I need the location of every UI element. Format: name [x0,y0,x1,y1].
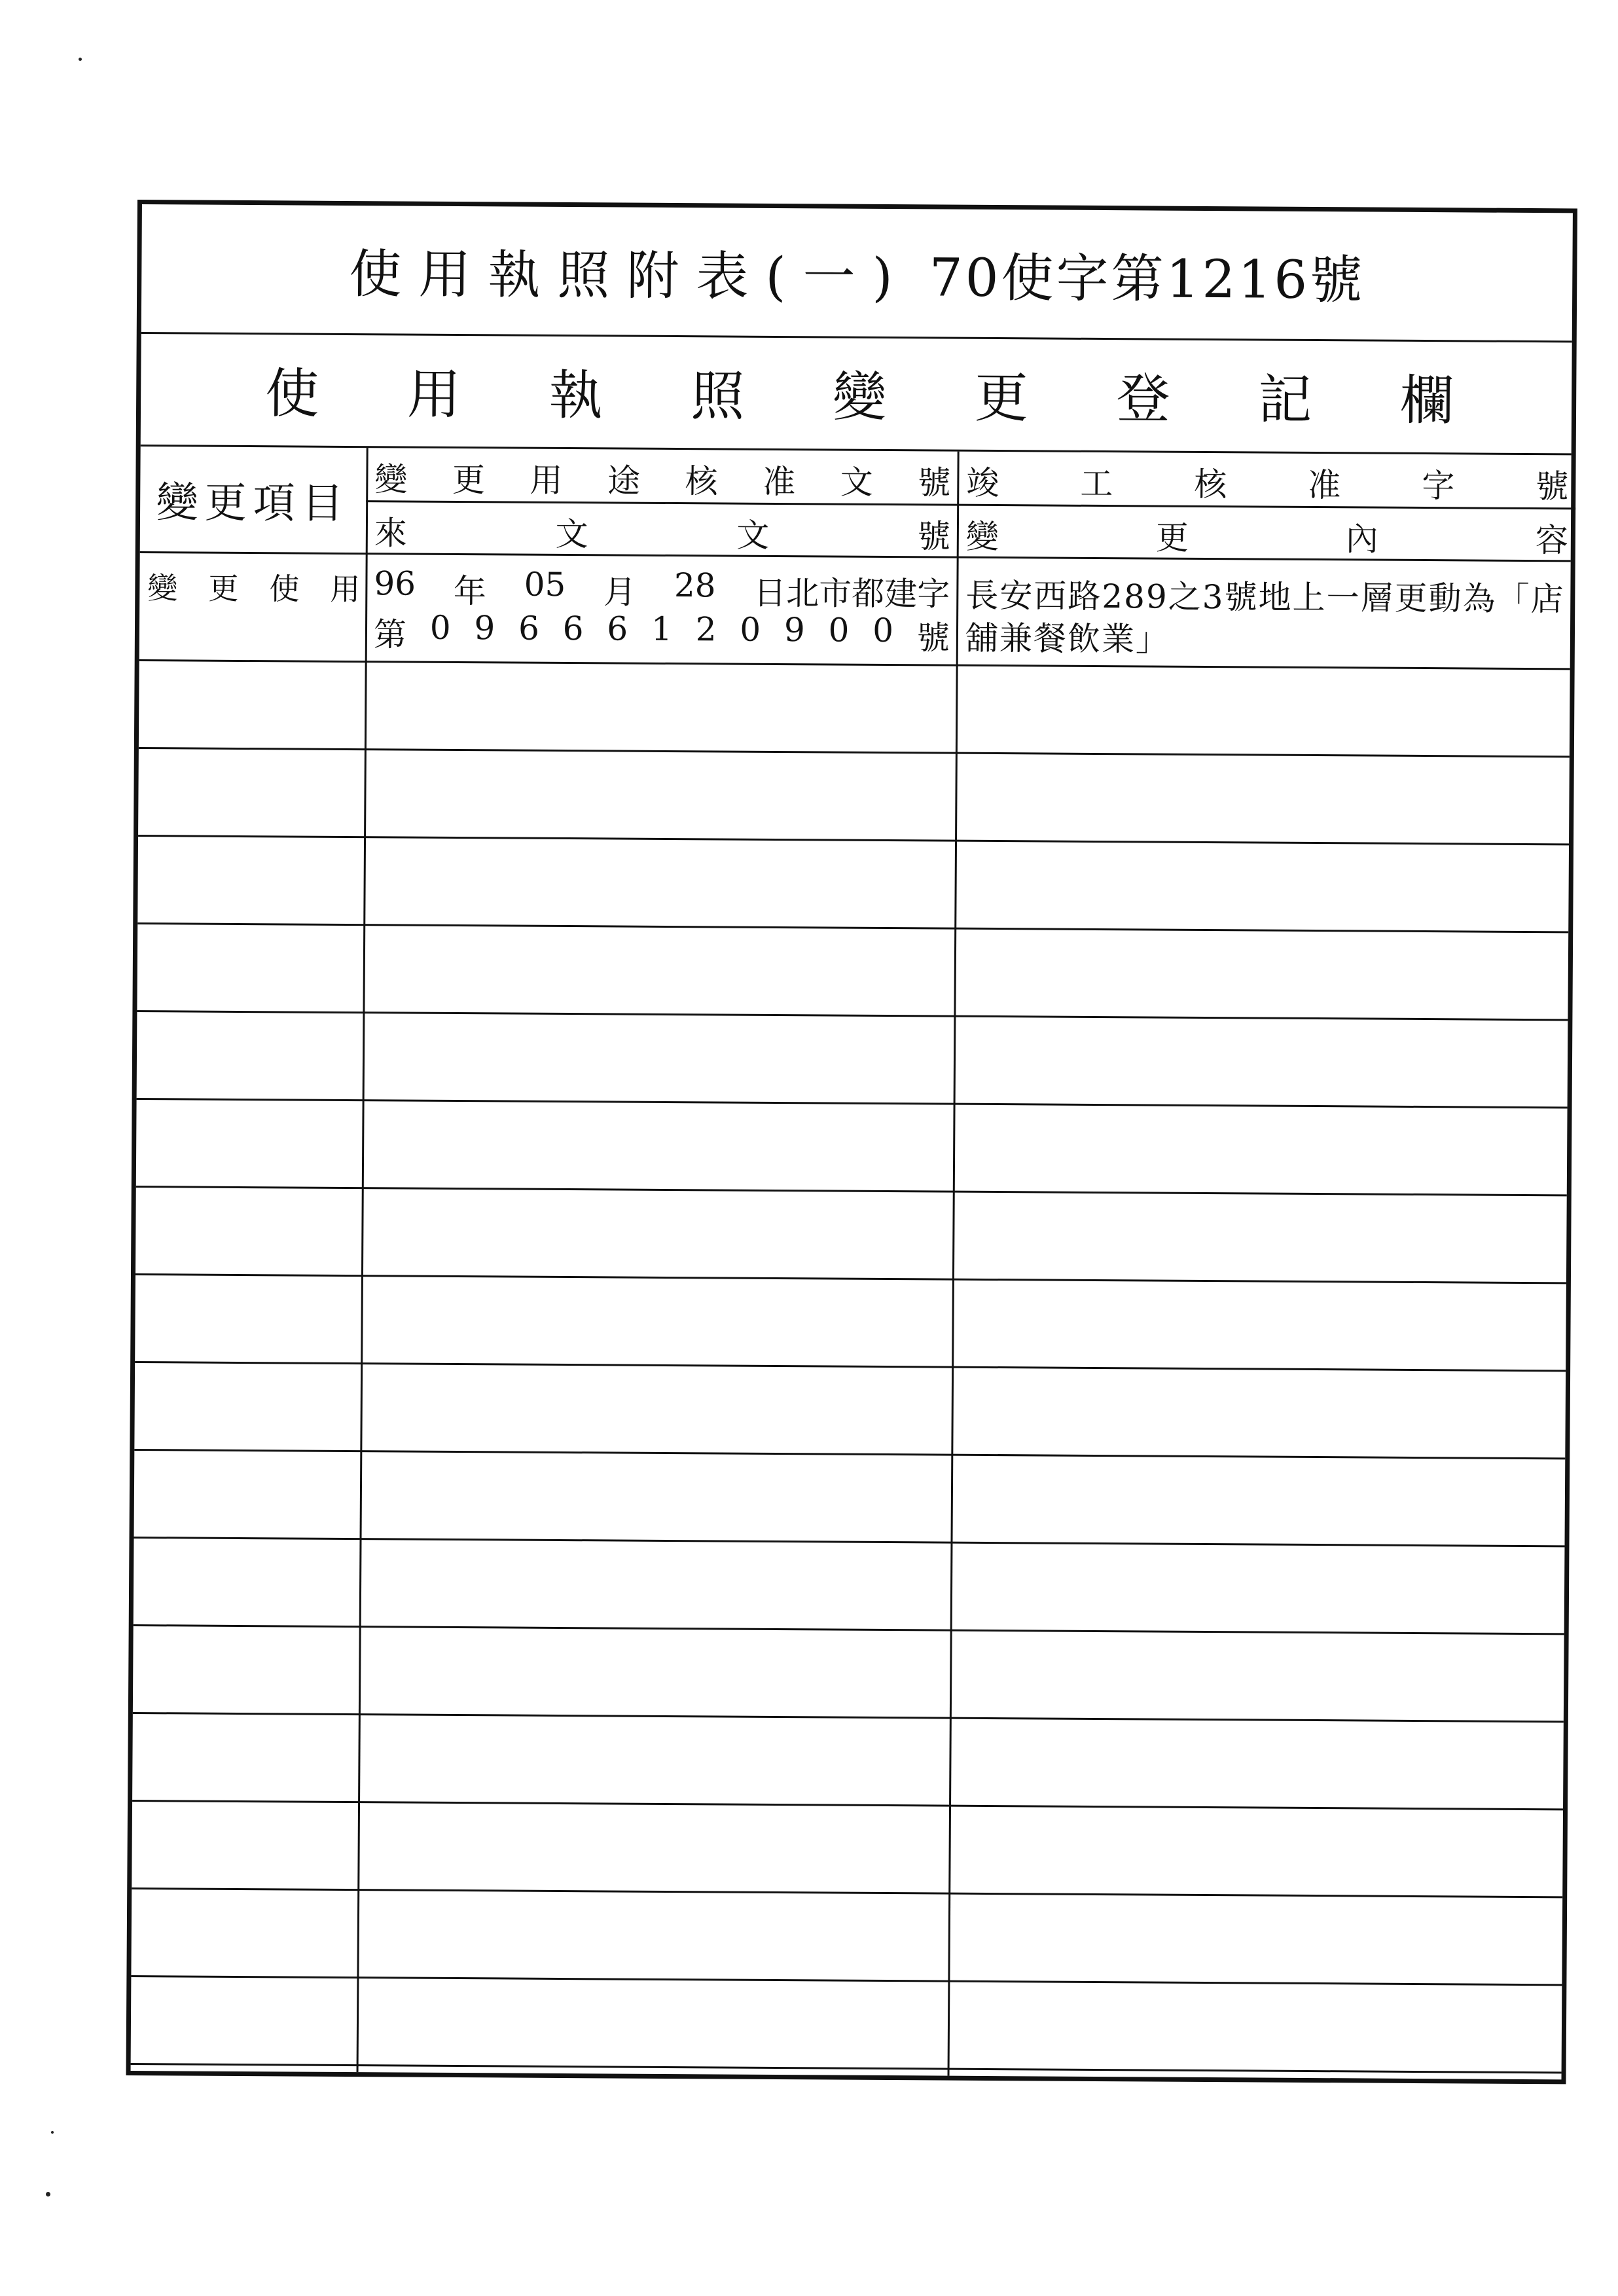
heading-char: 使 [264,362,319,426]
heading-char: 用 [406,363,461,426]
doc-number-line2: 第 0 9 6 6 6 1 2 0 9 0 0 號 [373,608,950,657]
completion-header: 竣 工 核 准 字 號 [966,464,1569,506]
row-divider [134,1624,1564,1635]
scan-speck [51,2131,54,2134]
row-divider [131,1975,1562,1986]
heading-char: 登 [1116,367,1170,431]
doc-number-line1: 96 年 05 月 28 日北市都建字 [374,564,950,613]
heading-char: 欄 [1399,369,1454,432]
form-frame [126,200,1577,2084]
heading-char: 記 [1258,368,1312,431]
change-item-cell: 變 更 使 用 [147,570,361,608]
row-divider [135,1361,1566,1372]
heading-char: 更 [974,367,1029,429]
section-heading [141,332,1572,455]
row-divider [136,1186,1567,1196]
heading-char: 照 [691,365,745,428]
row-divider [137,922,1568,933]
registration-grid [131,446,1572,2079]
form-title: 使用執照附表(一) [349,243,910,308]
row-divider [134,1537,1565,1547]
row-divider [138,835,1569,845]
item-column-header: 變更項目 [156,479,350,528]
row-divider [137,1010,1568,1021]
row-divider [139,659,1570,670]
heading-char: 執 [548,364,603,427]
row-divider [131,2063,1562,2073]
change-content-header: 變 更 內 容 [965,517,1569,560]
row-divider [137,1098,1568,1108]
scan-speck [79,58,82,61]
row-divider [133,1712,1564,1722]
row-divider [135,1273,1566,1284]
scan-speck [46,2192,50,2196]
row-divider [134,1449,1565,1459]
change-content-line1: 長安西路289之3號地上一層更動為「店 [965,576,1565,619]
title-row [141,204,1573,342]
row-divider [132,1800,1563,1810]
row-divider [132,1887,1562,1898]
column-divider [357,448,369,2072]
change-content-line2: 舖兼餐飲業」 [965,619,1170,659]
approval-doc-header: 變 更 用 途 核 准 文 號 [374,460,951,502]
heading-char: 變 [832,365,887,429]
license-number: 70使字第1216號 [929,247,1365,311]
row-divider [139,747,1570,757]
column-divider [948,452,960,2076]
incoming-doc-header: 來 文 文 號 [374,514,951,556]
